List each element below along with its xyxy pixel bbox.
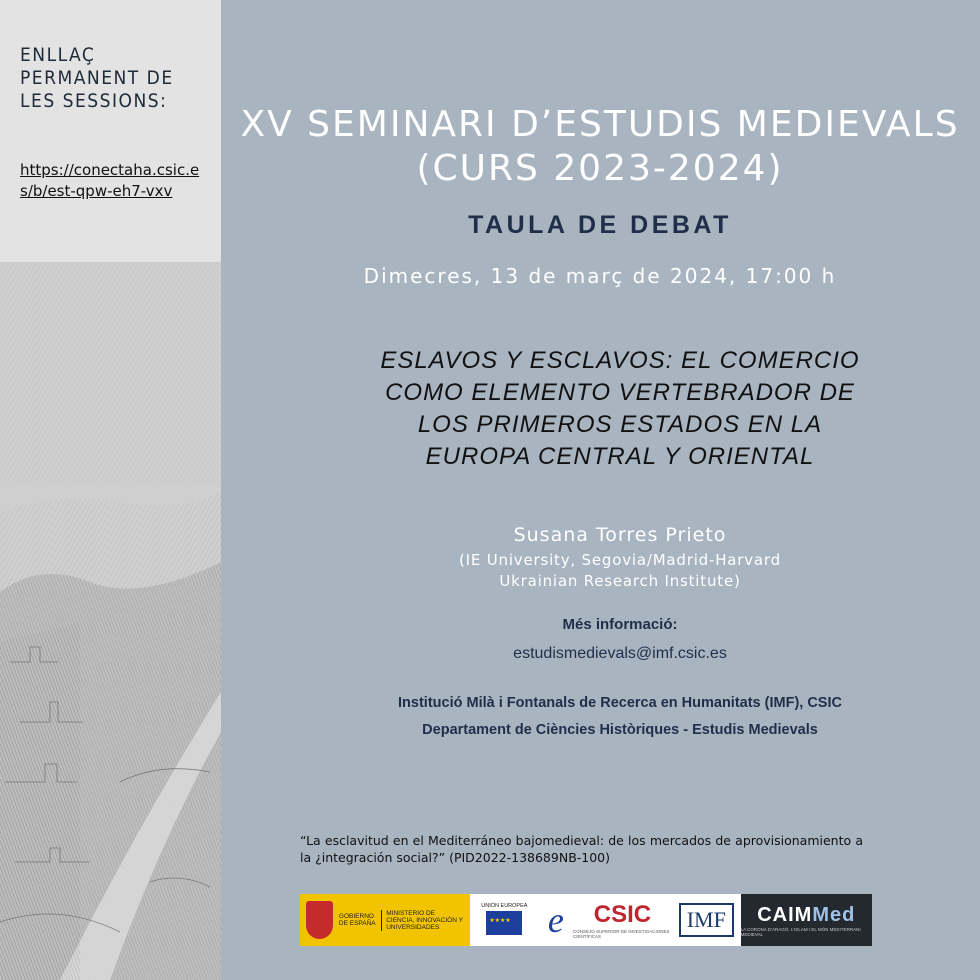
affiliation-line: (IE University, Segovia/Madrid-Harvard: [459, 551, 781, 569]
caimmed-subtitle: LA CORONA D'ARAGÓ, L'ISLAM I EL MÓN MEDITERRANI MEDIEVAL: [740, 926, 861, 937]
session-link[interactable]: https://conectaha.csic.es/b/est-qpw-eh7-vxv: [20, 161, 200, 200]
eu-flag-icon: [486, 911, 522, 935]
sponsor-logos: [300, 894, 872, 946]
project-reference: “La esclavitud en el Mediterráneo bajomedieval: de los mercados de aprovisionamiento a la ¿integración social?” (PID2022-138689NB-100): [300, 833, 863, 865]
seminar-title-line2: (CURS 2023-2024): [416, 148, 784, 189]
event-date: Dimecres, 13 de març de 2024, 17:00 h: [363, 264, 837, 288]
csic-logo: [573, 894, 672, 946]
seminar-title: [230, 103, 970, 191]
caim-text: CAIM: [757, 903, 813, 926]
sidebar-panel: [0, 0, 221, 262]
sidebar-title: ENLLAÇ PERMANENT DE LES SESSIONS:: [20, 44, 174, 112]
gobierno-ministerio-logo: [300, 894, 470, 946]
imf-wordmark: IMF: [679, 903, 734, 937]
aei-logo: [539, 894, 573, 946]
speaker-name: Susana Torres Prieto: [513, 524, 727, 546]
caimmed-wordmark: [757, 904, 855, 927]
gobierno-label: GOBIERNO DE ESPAÑA: [338, 913, 376, 927]
affiliation-line: Ukrainian Research Institute): [499, 572, 741, 590]
talk-title-line: ESLAVOS Y ESCLAVOS: EL COMERCIO: [380, 347, 860, 374]
contact-email-link[interactable]: estudismedievals@imf.csic.es: [513, 645, 727, 662]
historical-engraving-image: [0, 262, 221, 980]
department-name: Departament de Ciències Històriques - Estudis Medievals: [422, 722, 818, 738]
talk-title-line: LOS PRIMEROS ESTADOS EN LA: [417, 411, 823, 438]
more-info-label: Més informació:: [562, 616, 678, 633]
aei-e-icon: e: [547, 900, 564, 940]
talk-title-line: EUROPA CENTRAL Y ORIENTAL: [425, 443, 815, 470]
imf-logo: [672, 894, 741, 946]
seminar-title-line1: XV SEMINARI D’ESTUDIS MEDIEVALS: [240, 104, 960, 145]
med-text: Med: [812, 903, 856, 926]
institution-name: Institució Milà i Fontanals de Recerca en Humanitats (IMF), CSIC: [398, 695, 842, 711]
event-type: TAULA DE DEBAT: [468, 211, 732, 239]
eu-label: UNIÓN EUROPEA: [481, 903, 528, 909]
csic-wordmark: CSIC: [593, 901, 652, 928]
speaker-affiliation: [370, 550, 870, 592]
csic-subtitle: CONSEJO SUPERIOR DE INVESTIGACIONES CIENTÍFICAS: [572, 929, 670, 939]
talk-title: [300, 345, 940, 473]
spain-coat-of-arms-icon: [306, 901, 333, 939]
eu-logo: [470, 894, 539, 946]
ministerio-label: MINISTERIO DE CIENCIA, INNOVACIÓN Y UNIVERSIDADES: [381, 910, 464, 931]
caimmed-logo: [741, 894, 872, 946]
talk-title-line: COMO ELEMENTO VERTEBRADOR DE: [385, 379, 855, 406]
institution-block: [300, 690, 940, 744]
